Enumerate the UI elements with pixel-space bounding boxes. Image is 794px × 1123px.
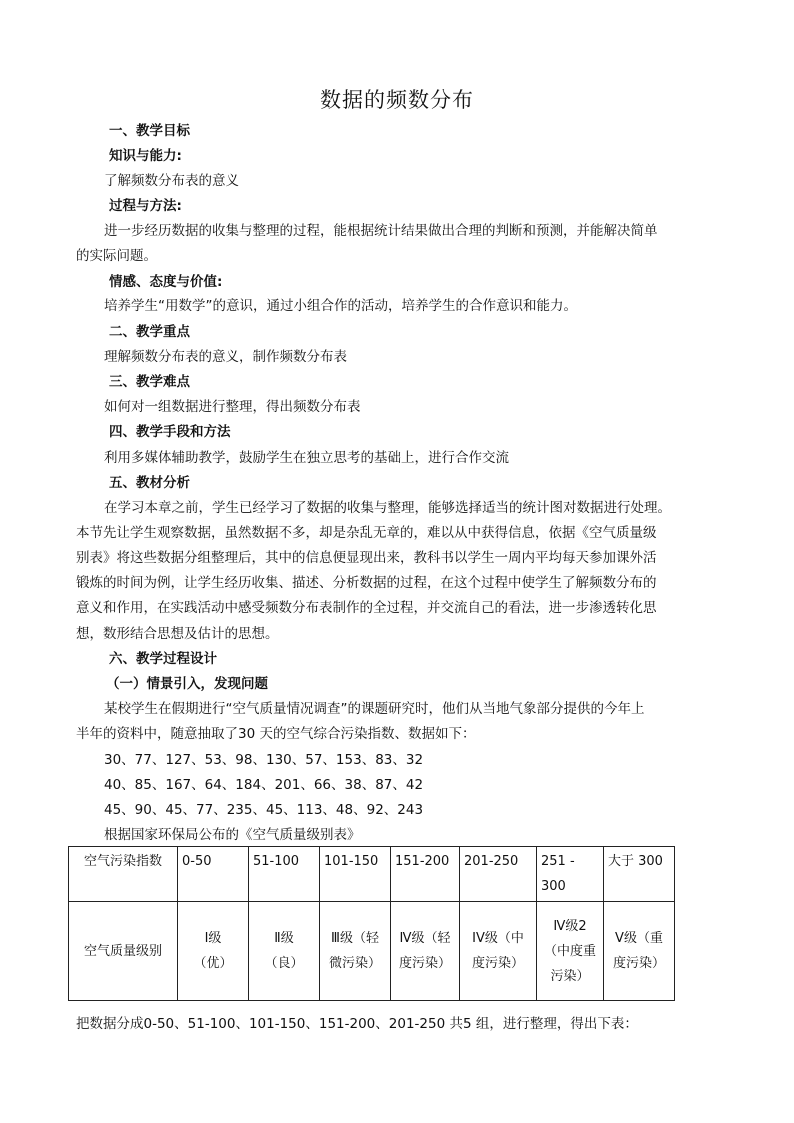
air-quality-table (68, 846, 675, 1001)
grade-cell: Ⅴ级（重度污染） (604, 902, 675, 1001)
range-cell: 大于 300 (604, 847, 675, 902)
grade-cell: Ⅱ级（良） (249, 902, 320, 1001)
grade-cell: Ⅰ级（优） (178, 902, 249, 1001)
range-cell: 101-150 (320, 847, 391, 902)
range-cell: 251 - 300 (537, 847, 604, 902)
grade-cell: Ⅳ级（轻度污染） (391, 902, 460, 1001)
subheading-scenario: （一）情景引入，发现问题 (106, 676, 268, 692)
subheading-knowledge: 知识与能力: (109, 148, 182, 164)
section-heading-focus: 二、教学重点 (109, 324, 190, 340)
range-cell: 51-100 (249, 847, 320, 902)
grade-cell: Ⅳ级2（中度重污染） (537, 902, 604, 1001)
paragraph-grouping: 把数据分成0-50、51-100、101-150、151-200、201-250 共5 组，进行整理，得出下表： (76, 1016, 638, 1032)
grade-cell: ⅠⅤ级（中度污染） (460, 902, 537, 1001)
table-row-index (69, 847, 675, 902)
subheading-attitude: 情感、态度与价值: (109, 274, 223, 290)
range-cell: 151-200 (391, 847, 460, 902)
grade-cell: Ⅲ级（轻微污染） (320, 902, 391, 1001)
paragraph-analysis-6: 想，数形结合思想及估计的思想。 (76, 626, 279, 642)
table-caption: 根据国家环保局公布的《空气质量级别表》 (104, 827, 361, 843)
section-heading-process-design: 六、教学过程设计 (109, 651, 217, 667)
paragraph-analysis-3: 别表》将这些数据分组整理后，其中的信息便显现出来，教科书以学生一周内平均每天参加课外活 (76, 550, 657, 566)
table-label-index: 空气污染指数 (69, 847, 178, 902)
table-row-grade (69, 902, 675, 1001)
section-heading-goals: 一、教学目标 (109, 123, 190, 139)
section-heading-analysis: 五、教材分析 (109, 475, 190, 491)
section-heading-difficulty: 三、教学难点 (109, 374, 190, 390)
paragraph-analysis-5: 意义和作用，在实践活动中感受频数分布表制作的全过程，并交流自己的看法，进一步渗透转化思 (76, 600, 657, 616)
paragraph-difficulty: 如何对一组数据进行整理，得出频数分布表 (104, 399, 361, 415)
data-row-2: 40、85、167、64、184、201、66、38、87、42 (104, 777, 424, 793)
paragraph-focus: 理解频数分布表的意义，制作频数分布表 (104, 349, 347, 365)
subheading-process: 过程与方法: (109, 198, 182, 214)
paragraph-scenario-2: 半年的资料中，随意抽取了30 天的空气综合污染指数、数据如下： (76, 726, 476, 742)
page-title: 数据的频数分布 (320, 88, 474, 112)
data-row-3: 45、90、45、77、235、45、113、48、92、243 (104, 802, 424, 818)
paragraph-analysis-1: 在学习本章之前，学生已经学习了数据的收集与整理，能够选择适当的统计图对数据进行处理。 (104, 500, 671, 516)
paragraph-analysis-4: 锻炼的时间为例，让学生经历收集、描述、分析数据的过程，在这个过程中使学生了解频数分布的 (76, 575, 657, 591)
paragraph-scenario-1: 某校学生在假期进行“空气质量情况调查”的课题研究时，他们从当地气象部分提供的今年上 (104, 701, 645, 717)
data-row-1: 30、77、127、53、98、130、57、153、83、32 (104, 752, 424, 768)
paragraph-process-2: 的实际问题。 (76, 248, 157, 264)
section-heading-methods: 四、教学手段和方法 (109, 424, 231, 440)
paragraph-methods: 利用多媒体辅助教学，鼓励学生在独立思考的基础上，进行合作交流 (104, 450, 509, 466)
paragraph-analysis-2: 本节先让学生观察数据，虽然数据不多，却是杂乱无章的，难以从中获得信息，依据《空气质量级 (76, 525, 657, 541)
paragraph-attitude: 培养学生“用数学”的意识，通过小组合作的活动，培养学生的合作意识和能力。 (104, 298, 577, 314)
range-cell: 201-250 (460, 847, 537, 902)
table-label-grade: 空气质量级别 (69, 902, 178, 1001)
range-cell: 0-50 (178, 847, 249, 902)
paragraph-process-1: 进一步经历数据的收集与整理的过程，能根据统计结果做出合理的判断和预测，并能解决简单 (104, 223, 658, 239)
paragraph-knowledge: 了解频数分布表的意义 (104, 173, 239, 189)
